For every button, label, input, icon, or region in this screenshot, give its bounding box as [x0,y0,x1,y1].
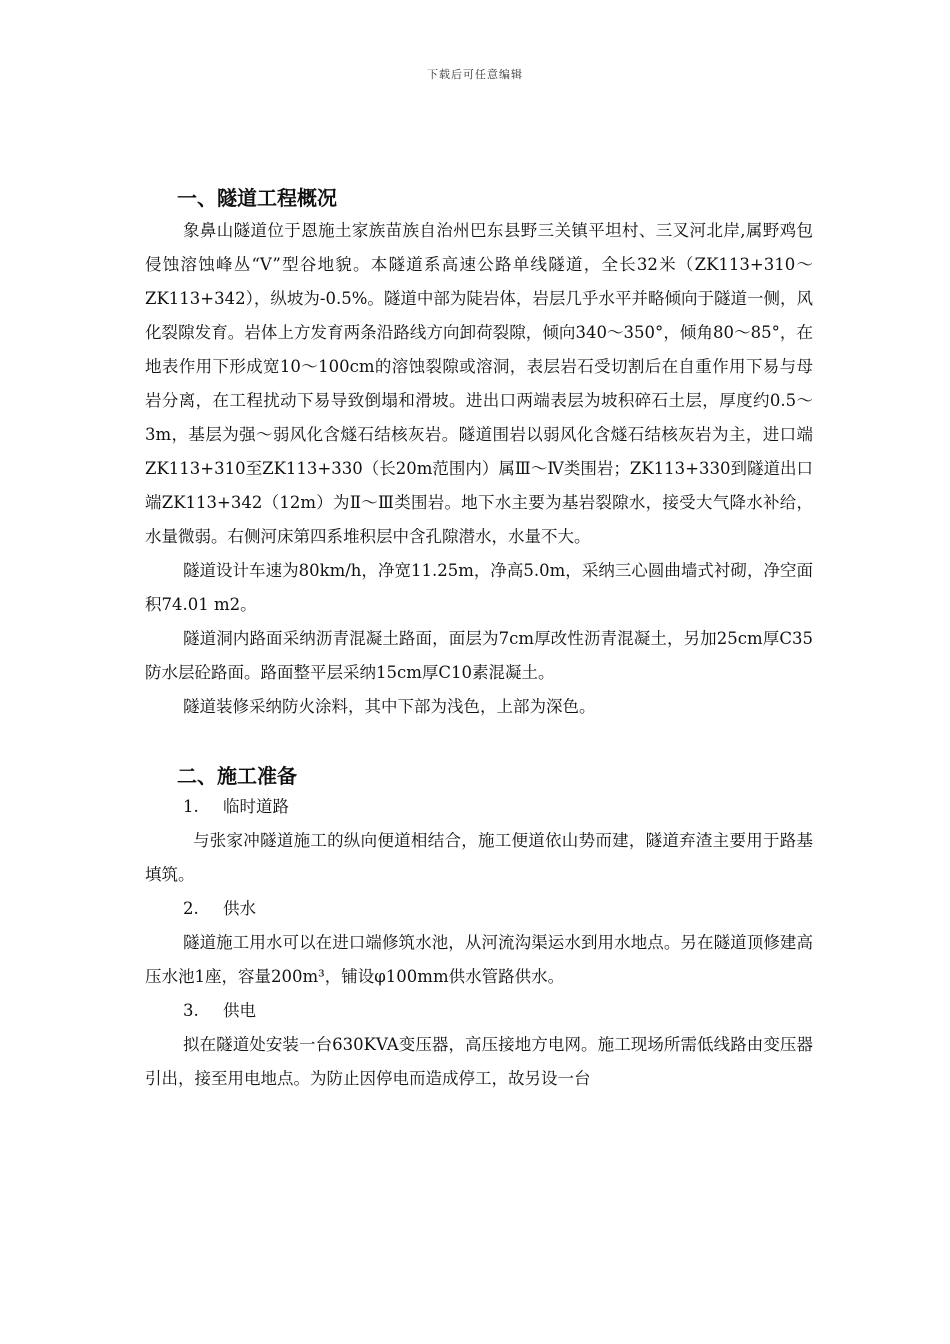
item-number: 3. [183,1001,199,1020]
section-1-paragraph-decoration: 隧道装修采纳防火涂料，其中下部为浅色，上部为深色。 [183,697,596,716]
item-heading-temporary-road [145,790,813,824]
item-paragraph-power-supply: 拟在隧道处安装一台630KVA变压器，高压接地方电网。施工现场所需低线路由变压器引出，接至用电地点。为防止因停电而造成停工，故另设一台 [145,1035,813,1088]
page-header-note: 下载后可任意编辑 [427,68,523,81]
item-heading-power-supply [145,994,813,1028]
item-number: 2. [183,899,199,918]
section-1-title: 一、隧道工程概况 [177,186,337,210]
section-1-paragraph-design-speed: 隧道设计车速为80km/h，净宽11.25m，净高5.0m，采纳三心圆曲墙式衬砌，净空面积74.01 m2。 [145,561,813,614]
section-1-paragraph-pavement: 隧道洞内路面采纳沥青混凝土路面，面层为7cm厚改性沥青混凝土，另加25cm厚C35防水层砼路面。路面整平层采纳15cm厚C10素混凝土。 [145,629,813,682]
item-heading-water-supply [145,892,813,926]
section-2-title: 二、施工准备 [177,764,297,788]
item-label: 供电 [223,1001,256,1020]
section-1-paragraph-overview: 象鼻山隧道位于恩施土家族苗族自治州巴东县野三关镇平坦村、三叉河北岸,属野鸡包侵蚀溶蚀峰丛“V”型谷地貌。本隧道系高速公路单线隧道，全长32米（ZK113+310～ZK113+342），纵坡为-0.5%。隧道中部为陡岩体，岩层几乎水平并略倾向于隧道一侧，风化裂隙发育。岩体上方发育两条沿路线方向卸荷裂隙，倾向340～350°，倾角80～85°，在地表作用下形成宽10～100cm的溶蚀裂隙或溶洞，表层岩石受切割后在自重作用下易与母岩分离，在工程扰动下易导致倒塌和滑坡。进出口两端表层为坡积碎石土层，厚度约0.5～3m，基层为强～弱风化含燧石结核灰岩。隧道围岩以弱风化含燧石结核灰岩为主，进口端ZK113+310至ZK113+330（长20m范围内）属Ⅲ～Ⅳ类围岩；ZK113+330到隧道出口端ZK113+342（12m）为Ⅱ～Ⅲ类围岩。地下水主要为基岩裂隙水，接受大气降水补给，水量微弱。右侧河床第四系堆积层中含孔隙潜水，水量不大。 [145,221,813,546]
item-number: 1. [183,797,199,816]
item-label: 供水 [223,899,256,918]
item-label: 临时道路 [223,797,289,816]
item-paragraph-water-supply: 隧道施工用水可以在进口端修筑水池，从河流沟渠运水到用水地点。另在隧道顶修建高压水池1座，容量200m³，铺设φ100mm供水管路供水。 [145,933,813,986]
item-paragraph-temporary-road: 与张家冲隧道施工的纵向便道相结合，施工便道依山势而建，隧道弃渣主要用于路基填筑。 [145,831,813,884]
document-body [145,184,813,1096]
